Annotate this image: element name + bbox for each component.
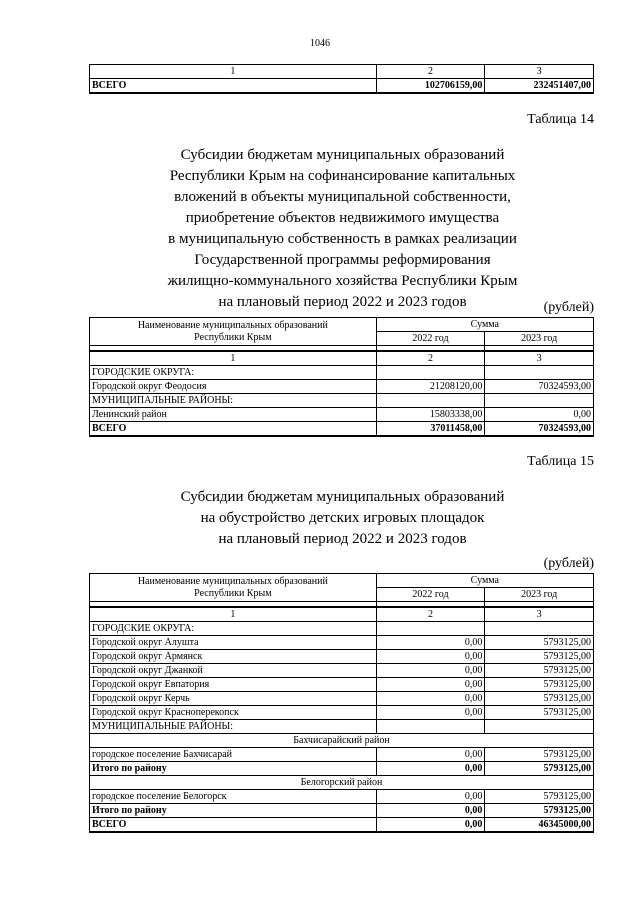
total-row — [90, 422, 594, 437]
title-line: приобретение объектов недвижимого имущества — [185, 210, 500, 226]
total-2022: 37011458,00 — [376, 422, 485, 437]
row-value-2023: 5793125,00 — [485, 762, 594, 776]
header-year-2023: 2023 год — [485, 588, 594, 602]
header-name-line2: Республики Крым — [194, 331, 272, 343]
title-line: вложений в объекты муниципальной собственности, — [174, 189, 511, 205]
row-value-2022: 0,00 — [376, 790, 485, 804]
table14-title — [60, 145, 625, 313]
row-value-2023: 70324593,00 — [485, 380, 594, 394]
header-year-2022: 2022 год — [376, 588, 485, 602]
row-value-2023: 5793125,00 — [485, 650, 594, 664]
table-row — [90, 678, 594, 692]
table-row — [90, 366, 594, 380]
total-2023: 46345000,00 — [485, 818, 594, 833]
col-number: 1 — [90, 351, 377, 366]
row-name: ГОРОДСКИЕ ОКРУГА: — [90, 622, 377, 636]
header-name — [90, 574, 377, 602]
total-row — [90, 818, 594, 833]
header-sum: Сумма — [376, 318, 593, 332]
row-value-2023: 5793125,00 — [485, 692, 594, 706]
table-row — [90, 650, 594, 664]
district-row — [90, 734, 594, 748]
row-value-2022: 0,00 — [376, 650, 485, 664]
col-number: 2 — [376, 65, 485, 79]
row-name: Городской округ Красноперекопск — [90, 706, 377, 720]
title-line: Республики Крым на софинансирование капитальных — [169, 168, 516, 184]
row-value-2022: 0,00 — [376, 692, 485, 706]
header-name-line1: Наименование муниципальных образований — [137, 575, 328, 587]
title-line: на обустройство детских игровых площадок — [200, 510, 485, 526]
district-name: Белогорский район — [90, 776, 594, 790]
row-value-2023: 5793125,00 — [485, 706, 594, 720]
row-name: Городской округ Евпатория — [90, 678, 377, 692]
row-value-2022 — [376, 720, 485, 734]
table-row — [90, 692, 594, 706]
row-value-2023 — [485, 720, 594, 734]
table-row — [90, 408, 594, 422]
table14-unit: (рублей) — [543, 300, 594, 315]
col-number: 3 — [485, 351, 594, 366]
table-row — [90, 622, 594, 636]
table-row — [90, 720, 594, 734]
row-value-2022 — [376, 394, 485, 408]
header-name-line2: Республики Крым — [194, 587, 272, 599]
title-line: Субсидии бюджетам муниципальных образований — [180, 147, 505, 163]
row-value-2022 — [376, 622, 485, 636]
row-value-2023 — [485, 622, 594, 636]
table-row — [90, 790, 594, 804]
total-2022: 0,00 — [376, 818, 485, 833]
row-value-2023: 5793125,00 — [485, 636, 594, 650]
row-value-2023 — [485, 394, 594, 408]
row-name: Городской округ Керчь — [90, 692, 377, 706]
row-name: Городской округ Джанкой — [90, 664, 377, 678]
col-number: 1 — [90, 607, 377, 622]
row-name: МУНИЦИПАЛЬНЫЕ РАЙОНЫ: — [90, 394, 377, 408]
continuation-table — [89, 64, 594, 94]
col-number: 3 — [485, 607, 594, 622]
total-label: ВСЕГО — [90, 818, 377, 833]
row-value-2023: 5793125,00 — [485, 664, 594, 678]
table-row — [90, 706, 594, 720]
row-name: Ленинский район — [90, 408, 377, 422]
table15-unit: (рублей) — [543, 556, 594, 571]
total-row — [90, 79, 594, 94]
table-row — [90, 394, 594, 408]
table-row — [90, 380, 594, 394]
table15 — [89, 573, 594, 833]
district-name: Бахчисарайский район — [90, 734, 594, 748]
table15-label: Таблица 15 — [527, 454, 594, 469]
district-row — [90, 776, 594, 790]
page-number: 1046 — [310, 38, 330, 49]
row-value-2022: 0,00 — [376, 762, 485, 776]
table-row — [90, 664, 594, 678]
column-number-row — [90, 607, 594, 622]
table14-label: Таблица 14 — [527, 112, 594, 127]
table-row — [90, 804, 594, 818]
col-number: 2 — [376, 607, 485, 622]
col-number: 2 — [376, 351, 485, 366]
table-row — [90, 748, 594, 762]
row-name: городское поселение Белогорск — [90, 790, 377, 804]
row-name: Городской округ Армянск — [90, 650, 377, 664]
row-value-2023: 5793125,00 — [485, 748, 594, 762]
header-year-2023: 2023 год — [485, 332, 594, 346]
col-number: 3 — [485, 65, 594, 79]
title-line: в муниципальную собственность в рамках реализации — [168, 231, 517, 247]
row-name: городское поселение Бахчисарай — [90, 748, 377, 762]
col-number: 1 — [90, 65, 377, 79]
total-2022: 102706159,00 — [376, 79, 485, 94]
header-year-2022: 2022 год — [376, 332, 485, 346]
header-name-line1: Наименование муниципальных образований — [137, 319, 328, 331]
title-line: Субсидии бюджетам муниципальных образований — [180, 489, 505, 505]
row-value-2022: 0,00 — [376, 706, 485, 720]
column-number-row — [90, 65, 594, 79]
row-value-2023: 5793125,00 — [485, 678, 594, 692]
header-row — [90, 574, 594, 588]
row-value-2022: 0,00 — [376, 636, 485, 650]
title-line: на плановый период 2022 и 2023 годов — [218, 294, 467, 310]
table14 — [89, 317, 594, 437]
total-label: ВСЕГО — [90, 422, 377, 437]
row-value-2023: 5793125,00 — [485, 790, 594, 804]
row-name: МУНИЦИПАЛЬНЫЕ РАЙОНЫ: — [90, 720, 377, 734]
table15-title — [60, 487, 625, 550]
row-name: Городской округ Феодосия — [90, 380, 377, 394]
row-value-2022 — [376, 366, 485, 380]
column-number-row — [90, 351, 594, 366]
row-value-2022: 21208120,00 — [376, 380, 485, 394]
row-name: ГОРОДСКИЕ ОКРУГА: — [90, 366, 377, 380]
table-row — [90, 636, 594, 650]
row-name: Городской округ Алушта — [90, 636, 377, 650]
row-value-2022: 0,00 — [376, 664, 485, 678]
total-label: ВСЕГО — [90, 79, 377, 94]
table-row — [90, 762, 594, 776]
row-name: Итого по району — [90, 762, 377, 776]
title-line: на плановый период 2022 и 2023 годов — [218, 531, 467, 547]
row-value-2023: 0,00 — [485, 408, 594, 422]
header-row — [90, 318, 594, 332]
row-value-2022: 15803338,00 — [376, 408, 485, 422]
header-sum: Сумма — [376, 574, 593, 588]
row-value-2022: 0,00 — [376, 804, 485, 818]
row-value-2023: 5793125,00 — [485, 804, 594, 818]
row-value-2023 — [485, 366, 594, 380]
row-value-2022: 0,00 — [376, 748, 485, 762]
row-name: Итого по району — [90, 804, 377, 818]
title-line: Государственной программы реформирования — [194, 252, 491, 268]
row-value-2022: 0,00 — [376, 678, 485, 692]
total-2023: 232451407,00 — [485, 79, 594, 94]
header-name — [90, 318, 377, 346]
title-line: жилищно-коммунального хозяйства Республики Крым — [167, 273, 518, 289]
total-2023: 70324593,00 — [485, 422, 594, 437]
